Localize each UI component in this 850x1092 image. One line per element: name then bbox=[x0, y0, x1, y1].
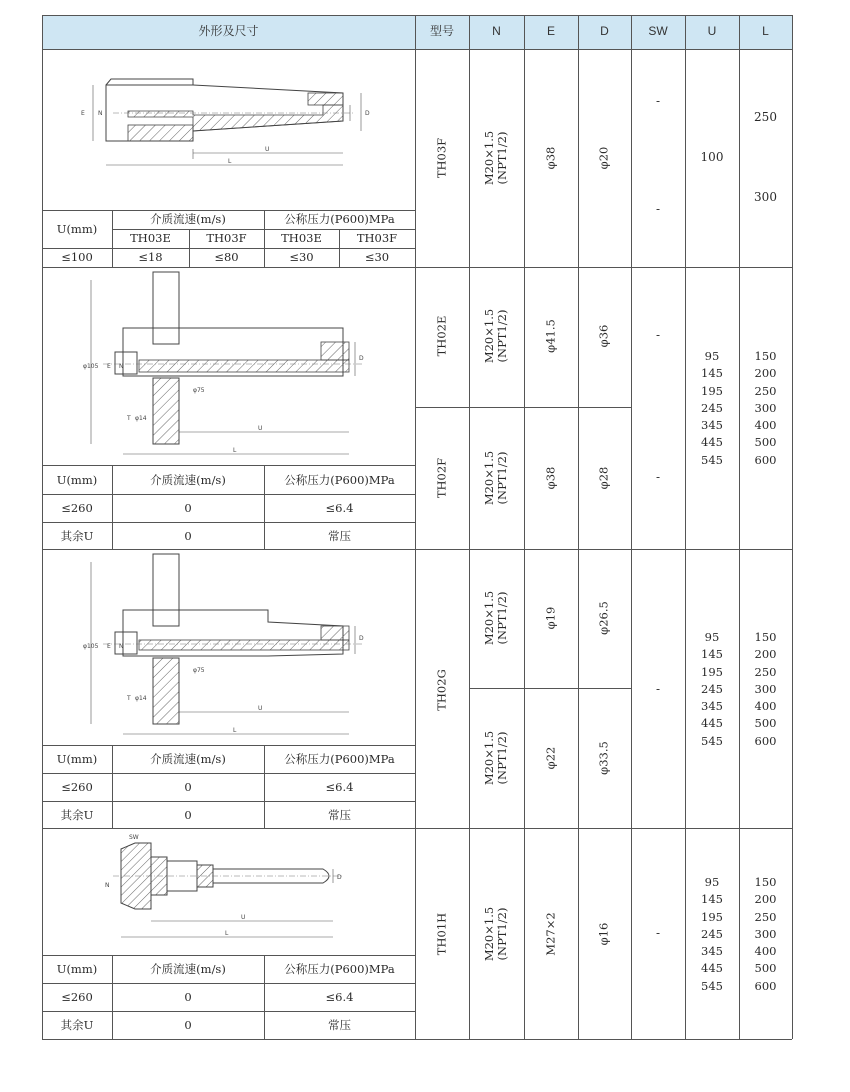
u-value: 345 bbox=[701, 418, 723, 433]
spec4-press-label: 公称压力(P600)MPa bbox=[284, 962, 395, 976]
spec3-r1-press: ≤6.4 bbox=[325, 780, 354, 794]
dim-t-label: T bbox=[127, 415, 131, 422]
spec4-u-label: U(mm) bbox=[56, 962, 98, 976]
u-value: 545 bbox=[701, 452, 723, 467]
u-th03f: 100 bbox=[700, 150, 724, 164]
dim-u4-label: U bbox=[241, 914, 246, 921]
u-value: 445 bbox=[701, 961, 723, 976]
model-th01h: TH01H bbox=[434, 912, 449, 956]
spec1-val-5: ≤30 bbox=[364, 250, 390, 264]
sw-th02g: - bbox=[655, 682, 661, 696]
dim-l4-label: L bbox=[225, 930, 229, 937]
header-sw: SW bbox=[648, 24, 668, 38]
u-value: 345 bbox=[701, 944, 723, 959]
dim-sw-label: SW bbox=[129, 834, 139, 841]
dim-phi14-label: φ14 bbox=[135, 695, 147, 702]
l-value: 200 bbox=[754, 892, 777, 907]
spec4-r2-u: 其余U bbox=[60, 1018, 94, 1032]
spec2-r1-flow: 0 bbox=[184, 501, 192, 515]
l-value: 250 bbox=[754, 383, 777, 398]
spec3-r1-u: ≤260 bbox=[61, 780, 93, 794]
l-value: 500 bbox=[754, 961, 777, 976]
drawing-th03 bbox=[43, 49, 414, 209]
dim-u-label: U bbox=[265, 146, 270, 153]
d-th03f: φ20 bbox=[596, 146, 611, 170]
spec2-r2-u: 其余U bbox=[60, 529, 94, 543]
l-th03f-b: 300 bbox=[754, 190, 777, 204]
dim-d-label: D bbox=[365, 110, 370, 117]
u-value: 195 bbox=[701, 664, 723, 679]
spec4-r1-press: ≤6.4 bbox=[325, 990, 354, 1004]
n-th02f: M20×1.5 (NPT1/2) bbox=[482, 450, 509, 506]
spec2-r2-press: 常压 bbox=[328, 529, 351, 543]
n-th01h: M20×1.5 (NPT1/2) bbox=[482, 906, 509, 962]
d-th01h: φ16 bbox=[596, 922, 611, 946]
l-value: 500 bbox=[754, 716, 777, 731]
model-th03f: TH03F bbox=[434, 137, 449, 179]
l-list-th02g bbox=[739, 629, 792, 750]
u-value: 145 bbox=[701, 892, 723, 907]
spec1-sub-2: TH03F bbox=[206, 231, 247, 245]
dim-n2-label: N bbox=[119, 363, 124, 370]
u-value: 145 bbox=[701, 647, 723, 662]
spec4-r1-flow: 0 bbox=[184, 990, 192, 1004]
spec3-r2-press: 常压 bbox=[328, 808, 351, 822]
n-th02g-b: M20×1.5 (NPT1/2) bbox=[482, 730, 509, 786]
spec2-r2-flow: 0 bbox=[184, 529, 192, 543]
spec3-press-label: 公称压力(P600)MPa bbox=[284, 752, 395, 766]
sw-th03f-a: - bbox=[655, 94, 661, 108]
l-value: 600 bbox=[754, 978, 777, 993]
spec4-flow-label: 介质流速(m/s) bbox=[150, 962, 226, 976]
u-value: 195 bbox=[701, 909, 723, 924]
dim-n4-label: N bbox=[105, 882, 110, 889]
n-th02e: M20×1.5 (NPT1/2) bbox=[482, 308, 509, 364]
header-model: 型号 bbox=[429, 24, 454, 38]
spec1-flow-label: 介质流速(m/s) bbox=[150, 212, 226, 226]
n-th03f: M20×1.5 (NPT1/2) bbox=[482, 130, 509, 186]
l-value: 600 bbox=[754, 733, 777, 748]
dim-u2-label: U bbox=[258, 425, 263, 432]
u-value: 545 bbox=[701, 733, 723, 748]
dim-phi105-label: φ105 bbox=[83, 643, 99, 650]
e-th02g-a: φ19 bbox=[543, 606, 558, 630]
spec3-r2-u: 其余U bbox=[60, 808, 94, 822]
spec4-r1-u: ≤260 bbox=[61, 990, 93, 1004]
header-shape-dim: 外形及尺寸 bbox=[198, 24, 259, 38]
sw-th02f: - bbox=[655, 470, 661, 484]
dim-e-label: E bbox=[81, 110, 85, 117]
u-value: 345 bbox=[701, 699, 723, 714]
model-th02e: TH02E bbox=[434, 315, 449, 357]
l-value: 150 bbox=[754, 875, 777, 889]
dim-n3-label: N bbox=[119, 643, 124, 650]
l-value: 200 bbox=[754, 366, 777, 381]
header-l: L bbox=[762, 24, 769, 38]
u-value: 245 bbox=[701, 926, 723, 941]
spec2-u-label: U(mm) bbox=[56, 473, 98, 487]
spec3-u-label: U(mm) bbox=[56, 752, 98, 766]
spec1-sub-3: TH03E bbox=[281, 231, 322, 245]
l-value: 400 bbox=[754, 944, 777, 959]
d-th02g-a: φ26.5 bbox=[596, 601, 611, 635]
dim-e2-label: E bbox=[107, 363, 111, 370]
u-value: 195 bbox=[701, 383, 723, 398]
e-th03f: φ38 bbox=[543, 146, 558, 170]
spec3-r2-flow: 0 bbox=[184, 808, 192, 822]
d-th02g-b: φ33.5 bbox=[596, 741, 611, 775]
dim-phi14-label: φ14 bbox=[135, 415, 147, 422]
spec1-val-3: ≤80 bbox=[214, 250, 239, 264]
l-list-th01h bbox=[739, 874, 792, 995]
u-value: 545 bbox=[701, 978, 723, 993]
u-value: 95 bbox=[704, 349, 720, 363]
spec1-val-1: ≤100 bbox=[61, 250, 93, 264]
l-value: 250 bbox=[754, 909, 777, 924]
spec3-r1-flow: 0 bbox=[184, 780, 192, 794]
header-u: U bbox=[707, 24, 717, 38]
u-value: 445 bbox=[701, 435, 723, 450]
sw-th02e: - bbox=[655, 328, 661, 342]
header-d: D bbox=[600, 24, 609, 38]
l-value: 250 bbox=[754, 664, 777, 679]
dim-e3-label: E bbox=[107, 643, 111, 650]
drawing-th01h bbox=[43, 829, 414, 954]
spec1-sub-4: TH03F bbox=[356, 231, 398, 245]
spec2-press-label: 公称压力(P600)MPa bbox=[284, 473, 395, 487]
spec1-sub-1: TH03E bbox=[130, 231, 171, 245]
dim-u3-label: U bbox=[258, 705, 263, 712]
d-th02f: φ28 bbox=[596, 466, 611, 490]
dim-l2-label: L bbox=[233, 447, 237, 454]
l-value: 150 bbox=[754, 349, 777, 363]
u-list-th02g bbox=[685, 629, 739, 750]
drawing-th02e bbox=[43, 268, 414, 464]
l-value: 500 bbox=[754, 435, 777, 450]
u-value: 95 bbox=[704, 875, 720, 889]
l-value: 400 bbox=[754, 699, 777, 714]
d-th02e: φ36 bbox=[596, 324, 611, 348]
l-value: 150 bbox=[754, 630, 777, 644]
spec1-press-label: 公称压力(P600)MPa bbox=[284, 212, 395, 226]
dim-phi105-label: φ105 bbox=[83, 363, 99, 370]
e-th02f: φ38 bbox=[543, 466, 558, 490]
l-value: 200 bbox=[754, 647, 777, 662]
model-th02f: TH02F bbox=[434, 457, 449, 499]
u-list-th01h bbox=[685, 874, 739, 995]
l-th03f-a: 250 bbox=[754, 110, 777, 124]
dim-d2-label: D bbox=[359, 355, 364, 362]
dim-d4-label: D bbox=[337, 874, 342, 881]
sw-th01h: - bbox=[655, 926, 661, 940]
spec4-r2-flow: 0 bbox=[184, 1018, 192, 1032]
dim-l-label: L bbox=[228, 158, 232, 165]
u-value: 95 bbox=[704, 630, 720, 644]
spec1-val-2: ≤18 bbox=[138, 250, 163, 264]
header-e: E bbox=[546, 24, 555, 38]
u-value: 445 bbox=[701, 716, 723, 731]
e-th02e: φ41.5 bbox=[543, 319, 558, 353]
u-value: 245 bbox=[701, 681, 723, 696]
drawing-th02g bbox=[43, 550, 414, 744]
n-th02g-a: M20×1.5 (NPT1/2) bbox=[482, 590, 509, 646]
spec4-r2-press: 常压 bbox=[328, 1018, 351, 1032]
u-value: 245 bbox=[701, 400, 723, 415]
e-th01h: M27×2 bbox=[543, 912, 558, 956]
spec2-r1-press: ≤6.4 bbox=[325, 501, 354, 515]
dim-t-label: T bbox=[127, 695, 131, 702]
l-value: 300 bbox=[754, 926, 777, 941]
u-list-th02ef bbox=[685, 348, 739, 469]
spec3-flow-label: 介质流速(m/s) bbox=[150, 752, 226, 766]
dim-l3-label: L bbox=[233, 727, 237, 734]
dim-phi75-label: φ75 bbox=[193, 667, 205, 674]
spec1-u-label: U(mm) bbox=[56, 222, 98, 236]
spec2-r1-u: ≤260 bbox=[61, 501, 93, 515]
spec2-flow-label: 介质流速(m/s) bbox=[150, 473, 226, 487]
l-value: 600 bbox=[754, 452, 777, 467]
sw-th03f-b: - bbox=[655, 202, 661, 216]
dim-d3-label: D bbox=[359, 635, 364, 642]
l-list-th02ef bbox=[739, 348, 792, 469]
spec1-val-4: ≤30 bbox=[289, 250, 314, 264]
header-n: N bbox=[492, 24, 501, 38]
l-value: 300 bbox=[754, 681, 777, 696]
l-value: 400 bbox=[754, 418, 777, 433]
l-value: 300 bbox=[754, 400, 777, 415]
dim-phi75-label: φ75 bbox=[193, 387, 205, 394]
e-th02g-b: φ22 bbox=[543, 746, 558, 770]
u-value: 145 bbox=[701, 366, 723, 381]
dim-n-label: N bbox=[98, 110, 103, 117]
model-th02g: TH02G bbox=[434, 669, 449, 711]
